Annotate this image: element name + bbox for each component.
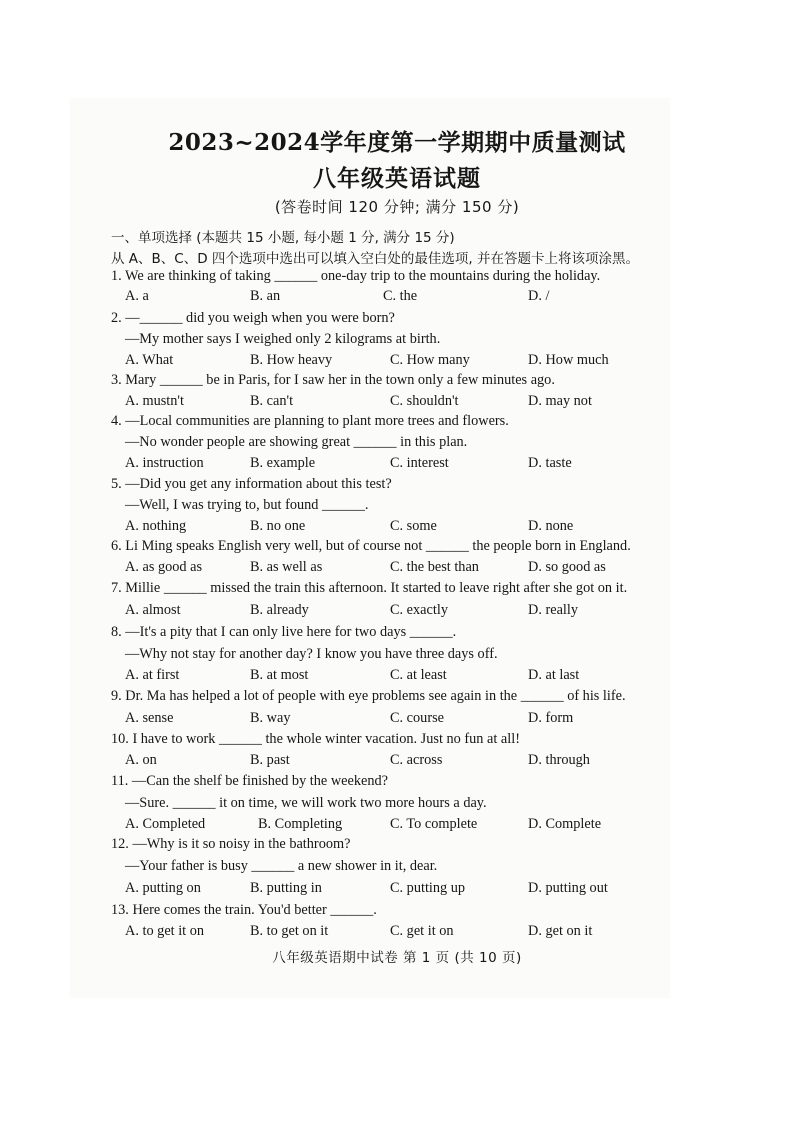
answer-option-a: A. Completed <box>125 816 206 832</box>
answer-option-d: D. so good as <box>528 559 606 575</box>
question-dialogue-line: —Sure. ______ it on time, we will work two more hours a day. <box>125 795 487 811</box>
question-dialogue-line: —No wonder people are showing great ______ in this plan. <box>125 434 468 450</box>
answer-option-c: C. the <box>383 288 418 304</box>
question-stem: 7. Millie ______ missed the train this afternoon. It started to leave right after she got on it. <box>111 580 628 596</box>
answer-option-c: C. the best than <box>390 559 479 575</box>
answer-option-b: B. example <box>250 455 316 471</box>
answer-option-a: A. sense <box>125 710 174 726</box>
question-stem: 3. Mary ______ be in Paris, for I saw her in the town only a few minutes ago. <box>111 372 555 388</box>
question-stem: 4. —Local communities are planning to plant more trees and flowers. <box>111 413 509 429</box>
answer-option-d: D. may not <box>528 393 592 409</box>
answer-option-c: C. exactly <box>390 602 448 618</box>
answer-option-b: B. an <box>250 288 281 304</box>
answer-option-b: B. past <box>250 752 290 768</box>
answer-option-d: D. taste <box>528 455 572 471</box>
answer-option-b: B. as well as <box>250 559 323 575</box>
answer-option-d: D. none <box>528 518 574 534</box>
answer-option-a: A. mustn't <box>125 393 184 409</box>
answer-option-a: A. as good as <box>125 559 203 575</box>
answer-option-a: A. almost <box>125 602 181 618</box>
answer-option-b: B. How heavy <box>250 352 333 368</box>
answer-option-c: C. putting up <box>390 880 466 896</box>
question-stem: 1. We are thinking of taking ______ one-day trip to the mountains during the holiday. <box>111 268 601 284</box>
answer-option-c: C. How many <box>390 352 470 368</box>
page-footer: 八年级英语期中试卷 第 1 页 (共 10 页) <box>272 950 522 966</box>
answer-option-d: D. How much <box>528 352 609 368</box>
answer-option-b: B. can't <box>250 393 294 409</box>
question-dialogue-line: —Your father is busy ______ a new shower in it, dear. <box>125 858 438 874</box>
answer-option-c: C. get it on <box>390 923 454 939</box>
question-stem: 6. Li Ming speaks English very well, but of course not ______ the people born in England. <box>111 538 631 554</box>
question-stem: 9. Dr. Ma has helped a lot of people with eye problems see again in the ______ of his life. <box>111 688 626 704</box>
answer-option-c: C. at least <box>390 667 447 683</box>
answer-option-d: D. putting out <box>528 880 608 896</box>
answer-option-c: C. To complete <box>390 816 478 832</box>
question-stem: 2. —______ did you weigh when you were born? <box>111 310 395 326</box>
answer-option-a: A. nothing <box>125 518 187 534</box>
answer-option-d: D. through <box>528 752 590 768</box>
answer-option-a: A. What <box>125 352 174 368</box>
answer-option-a: A. at first <box>125 667 180 683</box>
answer-option-a: A. a <box>125 288 149 304</box>
answer-option-b: B. Completing <box>258 816 343 832</box>
answer-option-d: D. at last <box>528 667 580 683</box>
question-stem: 13. Here comes the train. You'd better ______. <box>111 902 377 918</box>
answer-option-b: B. way <box>250 710 291 726</box>
answer-option-b: B. at most <box>250 667 309 683</box>
answer-option-a: A. on <box>125 752 157 768</box>
question-stem: 8. —It's a pity that I can only live here for two days ______. <box>111 624 457 640</box>
answer-option-b: B. no one <box>250 518 306 534</box>
answer-option-c: C. some <box>390 518 437 534</box>
answer-option-c: C. across <box>390 752 443 768</box>
answer-option-a: A. to get it on <box>125 923 205 939</box>
answer-option-b: B. putting in <box>250 880 322 896</box>
exam-subject-title: 八年级英语试题 <box>313 165 481 192</box>
question-stem: 12. —Why is it so noisy in the bathroom? <box>111 836 351 852</box>
answer-option-d: D. / <box>528 288 550 304</box>
answer-option-d: D. really <box>528 602 579 618</box>
answer-option-d: D. Complete <box>528 816 602 832</box>
answer-option-d: D. get on it <box>528 923 593 939</box>
question-dialogue-line: —My mother says I weighed only 2 kilograms at birth. <box>125 331 441 347</box>
answer-option-d: D. form <box>528 710 574 726</box>
question-dialogue-line: —Why not stay for another day? I know you have three days off. <box>125 646 498 662</box>
exam-subtitle: (答卷时间 120 分钟; 满分 150 分) <box>274 198 520 216</box>
answer-option-a: A. putting on <box>125 880 201 896</box>
question-dialogue-line: —Well, I was trying to, but found ______. <box>125 497 369 513</box>
answer-option-c: C. course <box>390 710 444 726</box>
answer-option-b: B. to get on it <box>250 923 329 939</box>
exam-title: 2023~2024学年度第一学期期中质量测试 <box>168 129 626 156</box>
question-stem: 10. I have to work ______ the whole winter vacation. Just no fun at all! <box>111 731 520 747</box>
section-instruction: 从 A、B、C、D 四个选项中选出可以填入空白处的最佳选项, 并在答题卡上将该项涂黑。 <box>111 251 639 267</box>
answer-option-c: C. interest <box>390 455 449 471</box>
answer-option-c: C. shouldn't <box>390 393 459 409</box>
question-stem: 5. —Did you get any information about this test? <box>111 476 392 492</box>
section-heading: 一、单项选择 (本题共 15 小题, 每小题 1 分, 满分 15 分) <box>111 230 455 246</box>
question-stem: 11. —Can the shelf be finished by the weekend? <box>111 773 388 789</box>
answer-option-b: B. already <box>250 602 309 618</box>
answer-option-a: A. instruction <box>125 455 204 471</box>
